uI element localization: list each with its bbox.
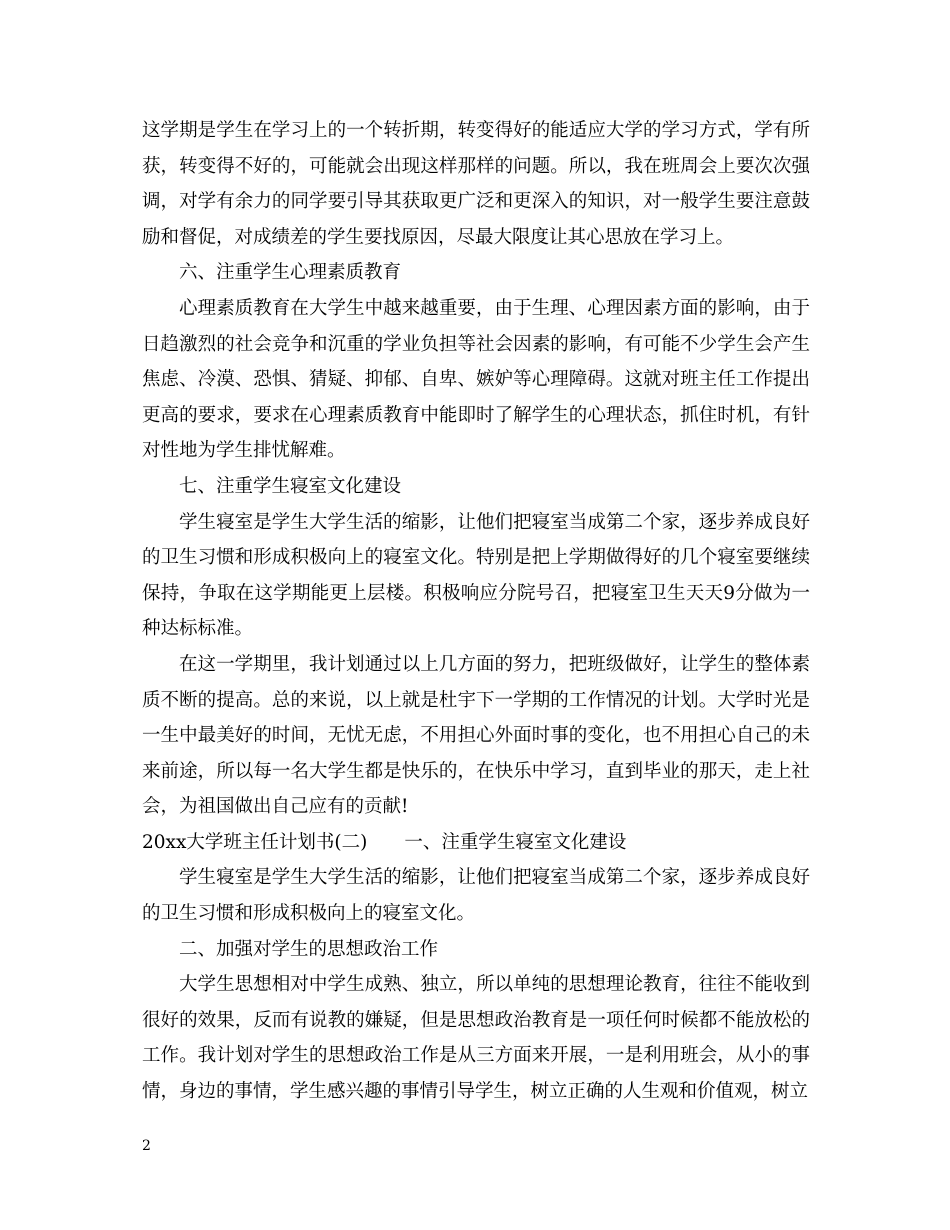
heading-plan-two: 20xx大学班主任计划书(二) 一、注重学生寝室文化建设 xyxy=(142,831,627,853)
paragraph-study-transition: 这学期是学生在学习上的一个转折期，转变得好的能适应大学的学习方式，学有所获，转变得不好的，可能就会出现这样那样的问题。所以，我在班周会上要次次强调，对学有余力的同学要引导其获取更广泛和更深入的知识，对一般学生要注意鼓励和督促，对成绩差的学生要找原因，尽最大限度让其心思放在学习上。 xyxy=(142,120,810,248)
paragraph-semester-summary: 在这一学期里，我计划通过以上几方面的努力，把班级做好，让学生的整体素质不断的提高。总的来说，以上就是杜宇下一学期的工作情况的计划。大学时光是一生中最美好的时间，无忧无虑，不用担心外面时事的变化，也不用担心自己的未来前途，所以每一名大学生都是快乐的，在快乐中学习，直到毕业的那天，走上社会，为祖国做出自己应有的贡献! xyxy=(142,653,810,818)
heading-political-work: 二、加强对学生的思想政治工作 xyxy=(179,938,439,960)
paragraph-psychological-education: 心理素质教育在大学生中越来越重要，由于生理、心理因素方面的影响，由于日趋激烈的社会竞争和沉重的学业负担等社会因素的影响，有可能不少学生会产生焦虑、冷漠、恐惧、猜疑、抑郁、自卑、嫉妒等心理障碍。这就对班主任工作提出更高的要求，要求在心理素质教育中能即时了解学生的心理状态，抓住时机，有针对性地为学生排忧解难。 xyxy=(142,297,810,462)
heading-dorm-culture: 七、注重学生寝室文化建设 xyxy=(179,475,402,497)
heading-psychological-education: 六、注重学生心理素质教育 xyxy=(179,262,402,284)
document-body xyxy=(142,113,810,1110)
paragraph-dorm-culture-2: 学生寝室是学生大学生活的缩影，让他们把寝室当成第二个家，逐步养成良好的卫生习惯和形成积极向上的寝室文化。 xyxy=(142,867,810,925)
paragraph-dorm-culture: 学生寝室是学生大学生活的缩影，让他们把寝室当成第二个家，逐步养成良好的卫生习惯和形成积极向上的寝室文化。特别是把上学期做得好的几个寝室要继续保持，争取在这学期能更上层楼。积极响应分院号召，把寝室卫生天天9分做为一种达标标准。 xyxy=(142,511,810,640)
paragraph-political-work: 大学生思想相对中学生成熟、独立，所以单纯的思想理论教育，往往不能收到很好的效果，反而有说教的嫌疑，但是思想政治教育是一项任何时候都不能放松的工作。我计划对学生的思想政治工作是从三方面来开展，一是利用班会，从小的事情，身边的事情，学生感兴趣的事情引导学生，树立正确的人生观和价值观，树立 xyxy=(142,974,810,1103)
page-number: 2 xyxy=(142,1138,151,1154)
